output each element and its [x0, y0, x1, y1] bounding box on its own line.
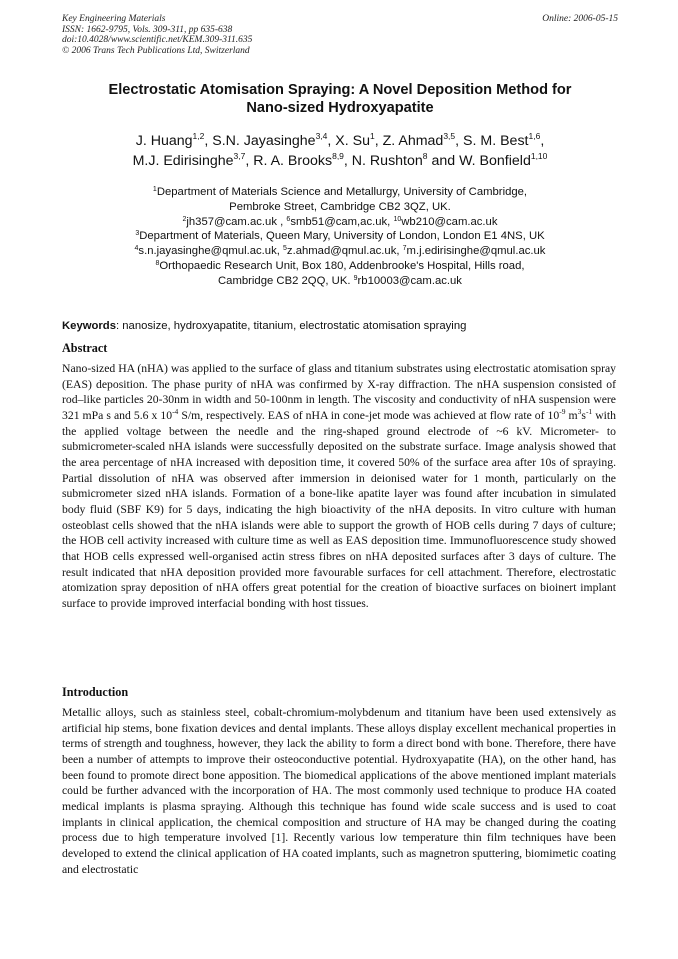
author-affil-sup: 1 [369, 131, 375, 141]
affiliation-line-1 [62, 185, 618, 200]
abstract-text: s [581, 408, 586, 422]
abstract-body [62, 361, 616, 612]
keywords-text: : nanosize, hydroxyapatite, titanium, electrostatic atomisation spraying [116, 320, 467, 332]
author-name: , S.N. Jayasinghe [204, 133, 316, 149]
affiliation-line-2: Pembroke Street, Cambridge CB2 3QZ, UK. [229, 200, 451, 213]
email-text: wb210@cam.ac.uk [401, 215, 498, 228]
author-name: , N. Rushton [343, 153, 423, 169]
email-text: jh357@cam.ac.uk , [186, 215, 287, 228]
superscript: 3 [577, 406, 582, 416]
keywords [62, 319, 618, 333]
journal-header [62, 14, 618, 56]
abstract-text: S/m, respectively. EAS of nHA in cone-jet mode was achieved at flow rate of 10 [178, 408, 560, 422]
author-name: J. Huang [135, 133, 193, 149]
email-text: smb51@cam,ac.uk, [290, 215, 394, 228]
author-line-1 [62, 131, 618, 151]
author-affil-sup: 8,9 [332, 151, 344, 161]
affiliations [62, 185, 618, 289]
online-date: Online: 2006-05-15 [542, 14, 618, 24]
keywords-label: Keywords [62, 320, 116, 332]
affil-sup: 9 [353, 274, 358, 282]
affiliation-line-5 [62, 244, 618, 259]
affil-sup: 6 [286, 215, 291, 223]
title-line-1: Electrostatic Atomisation Spraying: A Novel Deposition Method for [108, 82, 572, 98]
affiliation-line-6 [62, 259, 618, 274]
affil-sup: 1 [152, 186, 157, 193]
issn-line: ISSN: 1662-9795, Vols. 309-311, pp 635-638 [62, 24, 233, 35]
affiliation-line-7 [62, 274, 618, 289]
introduction-body: Metallic alloys, such as stainless steel, cobalt-chromium-molybdenum and titanium have been used extensively as artificial hip stems, bone fixation devices and dental implants. These alloys display excellent mechanical properties in terms of strength and toughness, however, they lack the ability to form a direct bond with bone. Therefore, there have been a number of attempts to improve their osteoconductive potential. Hydroxyapatite (HA), on the other hand, has been found to promote direct bone apposition. The biomedical applications of the above mentioned implant materials could be further advanced with the incorporation of HA. The most commonly used technique to produce HA coated medical implants is plasma spraying. Although this technique has found wide scale success and is used to coat implants in clinical application, the chemical composition and structure of HA may be changed during the coating process due to high temperature involved [1]. Recently various low temperature thin film techniques have been developed to extend the clinical application of HA coated implants, such as magnetron sputtering, biomimetic coating and electrostatic [62, 706, 616, 876]
author-separator: , [540, 133, 545, 149]
affil-text: Cambridge CB2 2QQ, UK. [218, 274, 354, 287]
abstract-text: Nano-sized HA (nHA) was applied to the surface of glass and titanium substrates using electrostatic atomisation spray (EAS) deposition. The phase purity of nHA was confirmed by X-ray diffraction. The nHA suspension consisted of rod–like particles 20-30nm in width and 50-100nm in length. The viscosity and conductivity of nHA suspension were 321 mPa s and 5.6 x 10 [62, 362, 616, 422]
affil-sup: 8 [155, 259, 160, 267]
affiliation-line-3 [62, 215, 618, 230]
author-name: , S. M. Best [455, 133, 529, 149]
author-affil-sup: 8 [422, 151, 428, 161]
affil-sup: 5 [283, 245, 287, 253]
affil-sup: 2 [182, 215, 187, 223]
author-affil-sup: 3,7 [233, 151, 246, 161]
author-affil-sup: 1,6 [528, 131, 541, 141]
author-affil-sup: 1,10 [530, 151, 548, 161]
email-text: z.ahmad@qmul.ac.uk, [286, 245, 403, 258]
author-name: and W. Bonfield [427, 153, 531, 169]
affil-text: Department of Materials Science and Metallurgy, University of Cambridge, [156, 186, 528, 198]
affil-sup: 4 [134, 245, 139, 253]
email-text: m.j.edirisinghe@qmul.ac.uk [406, 245, 546, 258]
abstract-heading: Abstract [62, 341, 108, 355]
email-text: rb10003@cam.ac.uk [357, 274, 462, 287]
title-line-2: Nano-sized Hydroxyapatite [246, 100, 434, 116]
author-affil-sup: 3,5 [443, 131, 456, 141]
affiliation-line-4 [62, 229, 618, 244]
author-name: M.J. Edirisinghe [132, 153, 234, 169]
doi-line: doi:10.4028/www.scientific.net/KEM.309-311.635 [62, 35, 253, 45]
affil-text: Orthopaedic Research Unit, Box 180, Addenbrooke's Hospital, Hills road, [159, 259, 525, 272]
superscript: -9 [559, 406, 566, 416]
author-affil-sup: 3,4 [315, 131, 328, 141]
author-name: , Z. Ahmad [374, 133, 444, 149]
email-text: s.n.jayasinghe@qmul.ac.uk, [138, 245, 284, 258]
copyright-line: © 2006 Trans Tech Publications Ltd, Switzerland [62, 45, 250, 56]
paper-title [62, 81, 618, 117]
author-name: , X. Su [327, 133, 370, 149]
affil-sup: 7 [402, 245, 407, 253]
journal-name: Key Engineering Materials [62, 14, 166, 24]
abstract-text: m [565, 408, 578, 422]
introduction-heading: Introduction [62, 685, 129, 699]
superscript: -1 [585, 406, 593, 416]
author-list [62, 131, 618, 171]
affil-sup: 10 [393, 215, 402, 223]
author-affil-sup: 1,2 [192, 131, 205, 141]
author-name: , R. A. Brooks [245, 153, 333, 169]
affil-text: Department of Materials, Queen Mary, University of London, London E1 4NS, UK [139, 230, 545, 243]
affil-sup: 3 [135, 230, 140, 238]
superscript: -4 [172, 406, 179, 416]
author-line-2 [62, 151, 618, 171]
abstract-text: with the applied voltage between the needle and the ring-shaped ground electrode of ~6 kV. Micrometer- to submicrometer-scaled nHA islands were successfully deposited on the substrate surface. Image analysis showed that the area percentage of nHA increased with deposition time, it covered 50% of the surface area after 10s of spraying. Partial dissolution of nHA was observed after immersion in deionised water for 1 month, particularly on the submicrometer sized nHA islands. Formation of a bone-like apatite layer was found after incubation in simulated body fluid (SBF K9) for 5 days, indicating the high bioactivity of the nHA deposits. In vitro culture with human osteoblast cells showed that the nHA islands were able to support the growth of HOB cells during 7 days of culture; the HOB cell activity increased with culture time as well as EAS deposition time. Immunofluorescence study showed that HOB cells expressed well-organised actin stress fibres on nHA deposited surfaces after 3 days of culture. The result indicated that nHA deposition provided more favourable surfaces for cell attachment. Therefore, electrostatic atomization spray deposition of nHA offers great potential for the creation of bioactive surfaces on bioinert implant surface to provide improved interfacial bonding with host tissues. [62, 408, 616, 610]
